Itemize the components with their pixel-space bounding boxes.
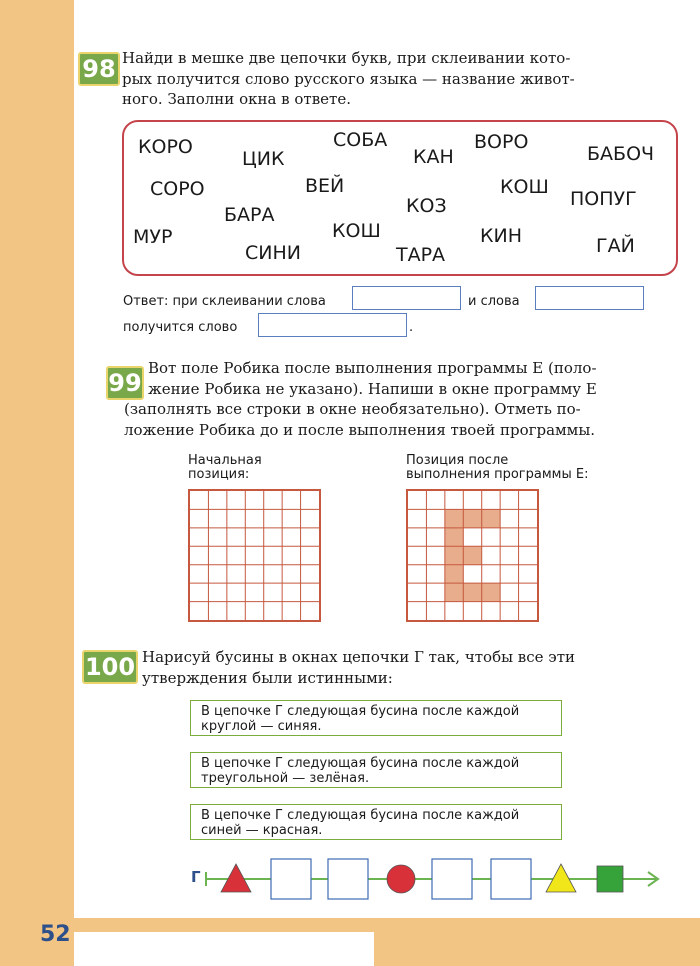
statement-box <box>190 700 562 736</box>
bag-word[interactable]: ПОПУГ <box>570 188 637 210</box>
statement-box <box>190 752 562 788</box>
filled-cell <box>445 509 463 527</box>
task-98-badge: 98 <box>78 52 120 86</box>
bead-chain <box>200 858 662 900</box>
bag-word[interactable]: КОРО <box>138 136 193 158</box>
empty-bead-window[interactable] <box>271 859 311 899</box>
empty-bead-window[interactable] <box>328 859 368 899</box>
page-margin-band <box>0 0 74 966</box>
task-98-line: Найди в мешке две цепочки букв, при склеивании кото- <box>122 49 571 67</box>
grid-label-line: выполнения программы Е: <box>406 467 589 482</box>
statement-box <box>190 804 562 840</box>
grid-label-line: Начальная <box>188 453 262 468</box>
filled-cell <box>463 509 481 527</box>
task-100-line: утверждения были истинными: <box>142 668 393 687</box>
filled-cell <box>463 546 481 564</box>
answer-label: получится слово <box>123 320 238 335</box>
filled-cell <box>463 583 481 601</box>
task-99-line: Вот поле Робика после выполнения программы Е (поло- <box>148 359 597 377</box>
statement-line: В цепочке Г следующая бусина после каждой <box>201 704 520 719</box>
task-98-line: рых получится слово русского языка — название живот- <box>122 69 575 88</box>
answer-word-1-box[interactable] <box>352 286 461 310</box>
initial-position-grid[interactable] <box>188 489 321 622</box>
filled-cell <box>445 528 463 546</box>
grid-label-line: позиция: <box>188 467 250 482</box>
answer-word-2-box[interactable] <box>535 286 644 310</box>
green-square-bead <box>597 866 623 892</box>
statement-line: синей — красная. <box>201 823 323 838</box>
bag-word[interactable]: ЦИК <box>242 148 285 170</box>
grid-label-initial <box>188 454 262 482</box>
page-number: 52 <box>40 922 71 947</box>
red-circle-bead <box>387 865 415 893</box>
grid-label-final <box>406 454 588 482</box>
bag-word[interactable]: БАБОЧ <box>587 143 655 165</box>
bag-word[interactable]: ВЕЙ <box>305 175 345 197</box>
filled-cell <box>445 546 463 564</box>
filled-cell <box>482 583 500 601</box>
bag-word[interactable]: КИН <box>480 225 522 247</box>
bag-word[interactable]: ТАРА <box>396 244 446 266</box>
statement-line: треугольной — зелёная. <box>201 771 370 786</box>
bag-word[interactable]: КАН <box>413 146 454 168</box>
bag-word[interactable]: СИНИ <box>245 242 301 264</box>
final-position-grid[interactable] <box>406 489 539 622</box>
chain-label: Г <box>191 868 201 886</box>
answer-result-box[interactable] <box>258 313 407 337</box>
empty-bead-window[interactable] <box>491 859 531 899</box>
task-99-line: (заполнять все строки в окне необязательно). Отметь по- <box>124 400 581 418</box>
answer-label: Ответ: при склеивании слова <box>123 294 326 309</box>
task-98-line: ного. Заполни окна в ответе. <box>122 90 351 108</box>
statement-line: В цепочке Г следующая бусина после каждой <box>201 808 520 823</box>
statement-line: круглой — синяя. <box>201 719 322 734</box>
task-99-badge: 99 <box>106 366 144 400</box>
statement-line: В цепочке Г следующая бусина после каждой <box>201 756 520 771</box>
task-99-line: ложение Робика до и после выполнения твоей программы. <box>124 420 596 439</box>
bag-word[interactable]: СОРО <box>150 178 205 200</box>
task-100-text <box>142 647 676 688</box>
filled-cell <box>445 583 463 601</box>
bag-word[interactable]: МУР <box>133 226 173 248</box>
task-98-text <box>122 48 676 110</box>
page-footer-strip <box>74 932 374 966</box>
task-100-badge: 100 <box>82 650 138 684</box>
bag-word[interactable]: СОБА <box>333 129 388 151</box>
task-99-line: жение Робика не указано). Напиши в окне программу Е <box>148 379 597 398</box>
bag-word[interactable]: КОШ <box>332 220 381 242</box>
bag-word[interactable]: БАРА <box>224 204 275 226</box>
task-100-line: Нарисуй бусины в окнах цепочки Г так, чтобы все эти <box>142 648 575 666</box>
bag-word[interactable]: ГАЙ <box>596 235 635 257</box>
empty-bead-window[interactable] <box>432 859 472 899</box>
answer-label: и слова <box>468 294 520 309</box>
task-99-text <box>124 358 676 440</box>
grid-label-line: Позиция после <box>406 453 509 468</box>
bag-word[interactable]: ВОРО <box>474 131 529 153</box>
bag-word[interactable]: КОШ <box>500 176 549 198</box>
bag-word[interactable]: КОЗ <box>406 195 447 217</box>
filled-cell <box>482 509 500 527</box>
answer-period: . <box>409 320 414 335</box>
filled-cell <box>445 565 463 583</box>
